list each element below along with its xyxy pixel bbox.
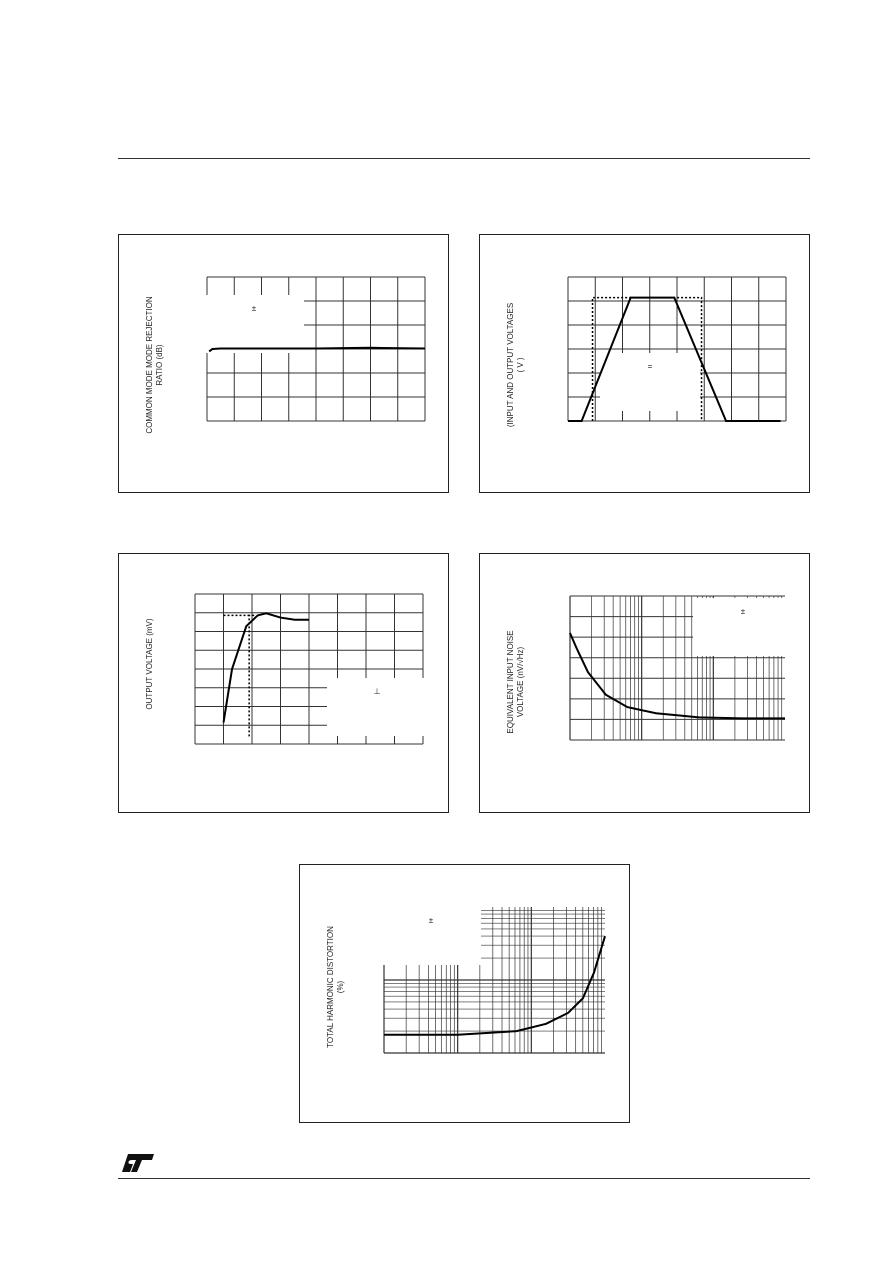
chart-panel-input-noise [479, 553, 810, 813]
footer-rule [118, 1178, 810, 1179]
y-axis-label: EQUIVALENT INPUT NOISE [506, 630, 515, 734]
chart-output-voltage [119, 554, 450, 814]
chart-cmrr [119, 235, 450, 494]
y-axis-label: OUTPUT VOLTAGE (mV) [145, 618, 154, 710]
st-logo-icon [120, 1152, 156, 1174]
y-axis-label: (%) [336, 980, 345, 994]
inset-mark: = [647, 362, 653, 371]
chart-panel-output-voltage [118, 553, 449, 813]
y-axis-label-group [326, 926, 345, 1048]
chart-thd [300, 865, 631, 1124]
y-axis-label: ( V ) [516, 357, 525, 373]
y-axis-label: RATIO (dB) [155, 344, 164, 386]
chart-input-output-voltages [480, 235, 811, 494]
y-axis-label: TOTAL HARMONIC DISTORTION [326, 926, 335, 1048]
chart-input-noise [480, 554, 811, 814]
chart-panel-input-output-voltages [479, 234, 810, 493]
y-axis-label: (INPUT AND OUTPUT VOLTAGES [506, 302, 515, 428]
inset-mark: ± [740, 607, 746, 616]
inset-mark: ± [251, 304, 257, 313]
chart-panel-thd [299, 864, 630, 1123]
inset-mark: ⊥ [373, 687, 381, 696]
y-axis-label-group [506, 630, 525, 733]
y-axis-label: VOLTAGE (nV/√Hz) [516, 646, 525, 718]
y-axis-label-group [506, 303, 525, 427]
inset-mark: ± [428, 916, 434, 925]
y-axis-label: COMMON MODE MODE REJECTION [145, 296, 154, 434]
chart-panel-cmrr [118, 234, 449, 493]
header-rule [118, 158, 810, 159]
y-axis-label-group [145, 296, 164, 434]
series-line-dotted [224, 615, 255, 737]
y-axis-label-group [145, 618, 154, 709]
